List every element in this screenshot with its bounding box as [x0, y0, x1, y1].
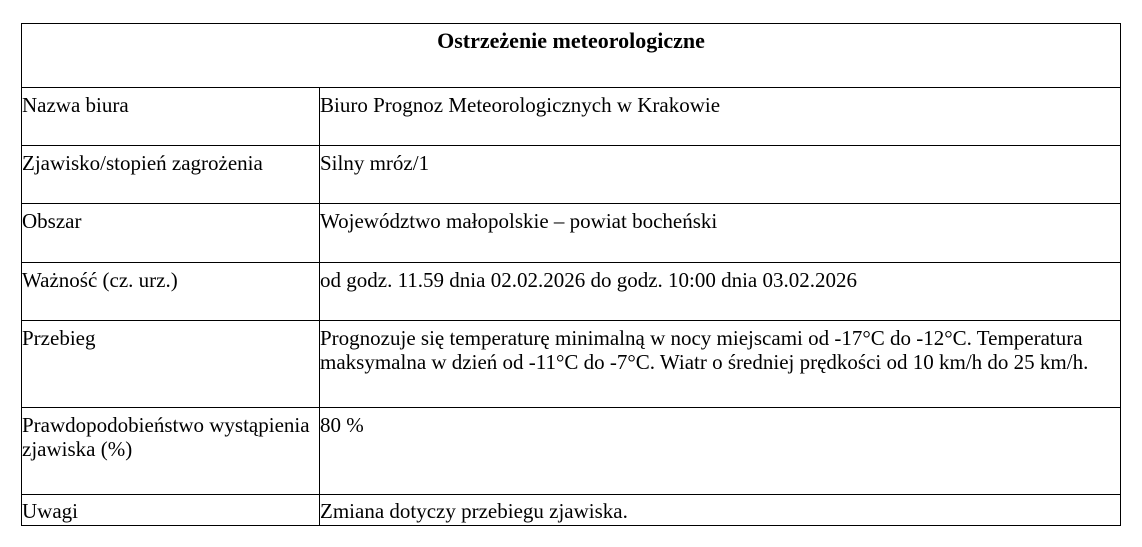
table-row-phenomenon — [22, 146, 1121, 204]
row-value-office-name: Biuro Prognoz Meteorologicznych w Krakowie — [320, 88, 1121, 146]
row-value-phenomenon: Silny mróz/1 — [320, 146, 1121, 204]
table-row-office-name — [22, 88, 1121, 146]
document-title: Ostrzeżenie meteorologiczne — [22, 24, 1121, 88]
row-label-validity: Ważność (cz. urz.) — [22, 263, 320, 321]
row-label-probability: Prawdopodobieństwo wystąpienia zjawiska (%) — [22, 408, 320, 495]
row-label-office-name: Nazwa biura — [22, 88, 320, 146]
table-row-validity — [22, 263, 1121, 321]
table-row-probability — [22, 408, 1121, 495]
table-row-course — [22, 321, 1121, 408]
warning-table — [21, 23, 1121, 526]
table-row-area — [22, 204, 1121, 263]
row-value-remarks: Zmiana dotyczy przebiegu zjawiska. — [320, 495, 1121, 526]
row-label-remarks: Uwagi — [22, 495, 320, 526]
row-value-course: Prognozuje się temperaturę minimalną w nocy miejscami od -17°C do -12°C. Temperatura maksymalna w dzień od -11°C do -7°C. Wiatr o średniej prędkości od 10 km/h do 25 km/h. — [320, 321, 1121, 408]
title-row — [22, 24, 1121, 88]
table-row-remarks — [22, 495, 1121, 526]
row-label-phenomenon: Zjawisko/stopień zagrożenia — [22, 146, 320, 204]
row-label-course: Przebieg — [22, 321, 320, 408]
row-label-area: Obszar — [22, 204, 320, 263]
row-value-probability: 80 % — [320, 408, 1121, 495]
row-value-area: Województwo małopolskie – powiat bocheński — [320, 204, 1121, 263]
row-value-validity: od godz. 11.59 dnia 02.02.2026 do godz. 10:00 dnia 03.02.2026 — [320, 263, 1121, 321]
